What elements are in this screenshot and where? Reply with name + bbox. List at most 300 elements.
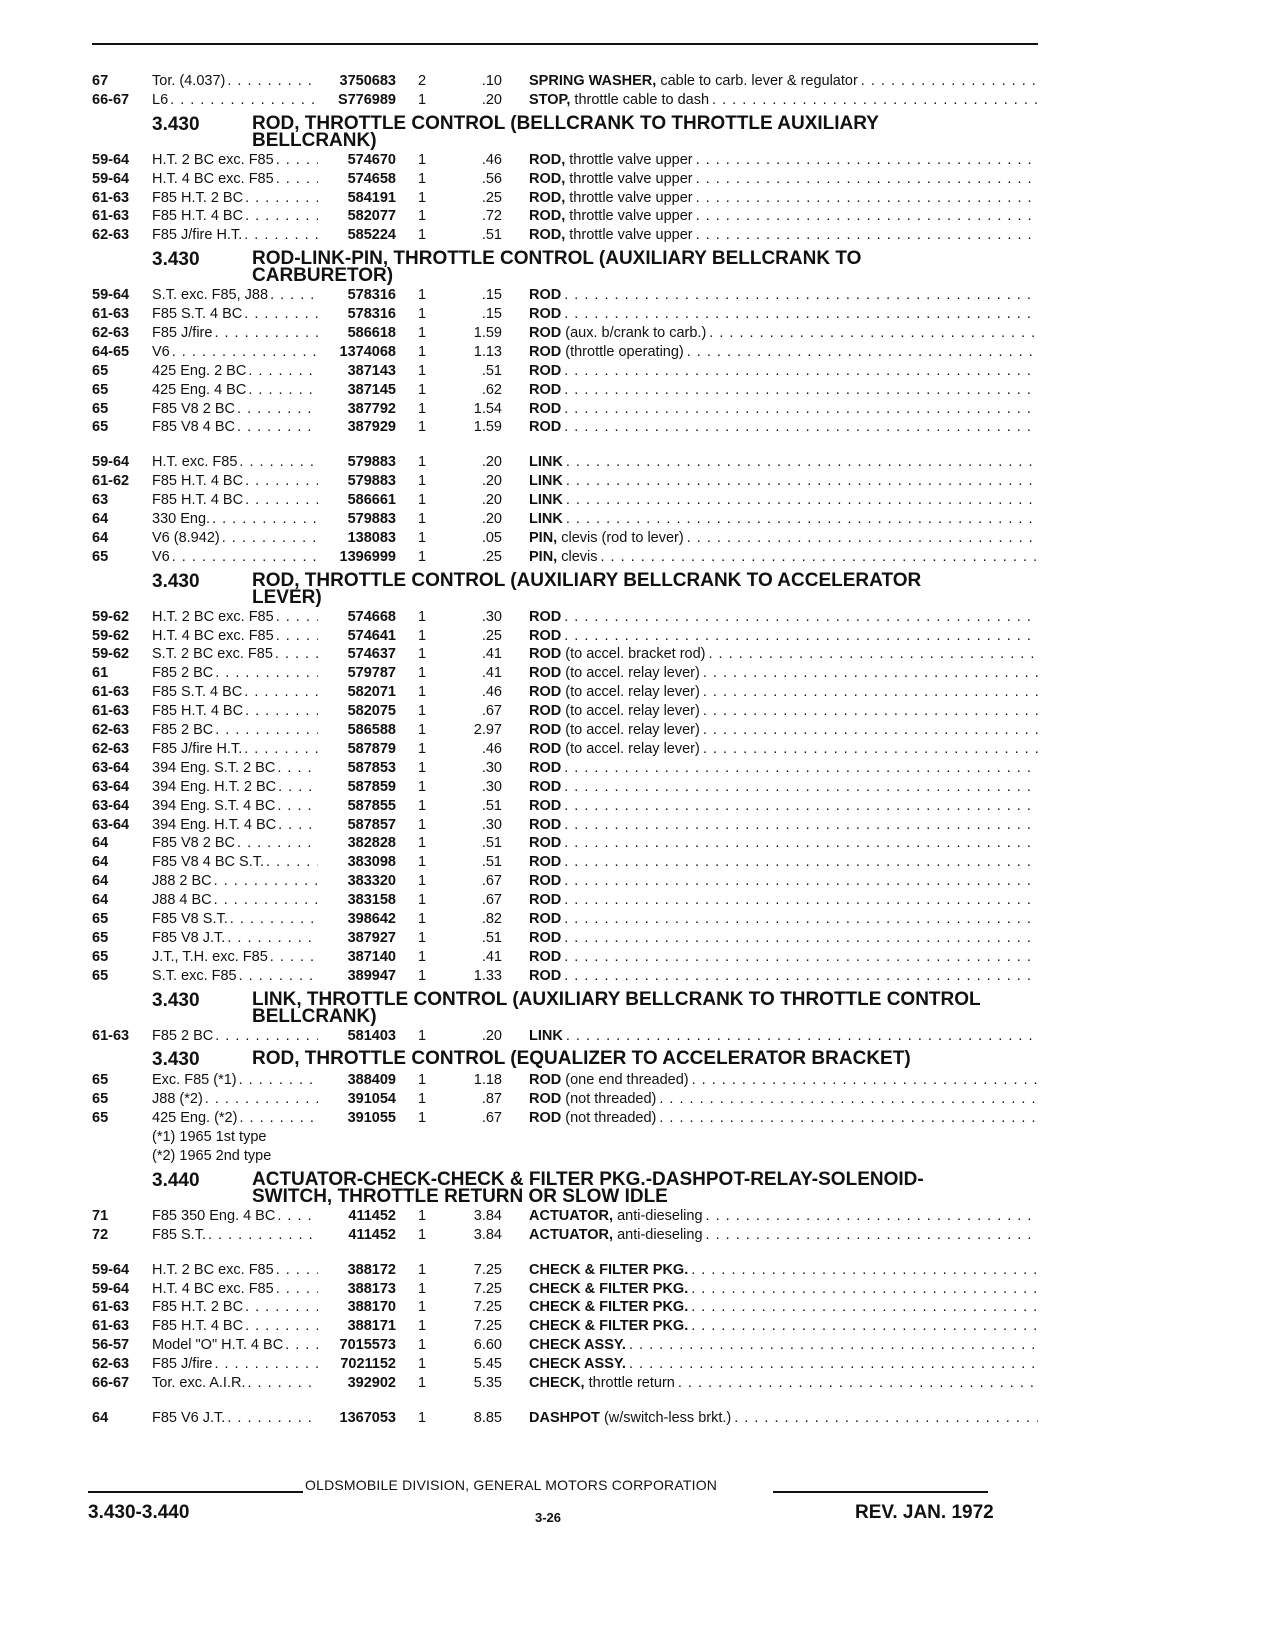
- application-text: 394 Eng. S.T. 4 BC: [152, 797, 276, 814]
- application: [152, 529, 318, 548]
- section-code: 3.430: [152, 249, 200, 271]
- leader-dots: [172, 343, 318, 362]
- description-text: [529, 608, 561, 627]
- quantity: 1: [418, 227, 427, 244]
- description-text: [529, 170, 693, 189]
- model-years: 59-64: [92, 1261, 130, 1278]
- description: [502, 1374, 1038, 1393]
- quantity: 1: [418, 1261, 427, 1278]
- description: [502, 608, 1038, 627]
- part-detail: (to accel. relay lever): [565, 665, 700, 682]
- price: .20: [481, 1027, 502, 1044]
- application: [152, 872, 318, 891]
- leader-dots: [687, 343, 1038, 362]
- model-years: 62-63: [92, 325, 130, 342]
- part-name: ROD: [529, 362, 562, 379]
- description-text: [529, 910, 561, 929]
- part-name: ROD: [529, 325, 562, 342]
- description: [502, 1317, 1038, 1336]
- part-name: ROD,: [529, 151, 566, 168]
- price: .15: [481, 287, 502, 304]
- section-heading: [92, 1050, 1038, 1069]
- price: .20: [481, 511, 502, 528]
- description-text: [529, 967, 561, 986]
- model-years: 63-64: [92, 778, 130, 795]
- price: 7.25: [473, 1299, 502, 1316]
- quantity: 1: [418, 740, 427, 757]
- application-text: H.T. 4 BC exc. F85: [152, 1280, 274, 1297]
- description-text: [529, 778, 561, 797]
- description: [502, 910, 1038, 929]
- price: 7.25: [473, 1280, 502, 1297]
- leader-dots: [566, 472, 1038, 491]
- application-text: H.T. 2 BC exc. F85: [152, 1261, 274, 1278]
- application-text: V6 (8.942): [152, 529, 220, 546]
- description: [502, 491, 1038, 510]
- part-number: 7015573: [339, 1337, 396, 1354]
- price: 1.33: [473, 967, 502, 984]
- model-years: 65: [92, 967, 109, 984]
- part-name: ROD: [529, 1110, 562, 1127]
- description-text: [529, 1090, 656, 1109]
- application-text: F85 J/fire: [152, 1356, 213, 1373]
- part-number: 391054: [347, 1091, 396, 1108]
- model-years: 59-62: [92, 646, 130, 663]
- quantity: 1: [418, 287, 427, 304]
- quantity: 1: [418, 1299, 427, 1316]
- leader-dots: [734, 1409, 1038, 1428]
- part-name: LINK: [529, 473, 563, 490]
- quantity: 1: [418, 208, 427, 225]
- model-years: 64: [92, 854, 109, 871]
- model-years: 61: [92, 665, 109, 682]
- description-text: [529, 1207, 703, 1226]
- description: [502, 702, 1038, 721]
- application: [152, 453, 318, 472]
- part-number: 574641: [347, 627, 396, 644]
- part-row: [92, 797, 1038, 816]
- leader-dots: [205, 1090, 318, 1109]
- part-number: 1374068: [339, 343, 396, 360]
- model-years: 59-62: [92, 608, 130, 625]
- price: 1.59: [473, 419, 502, 436]
- application-text: F85 H.T. 4 BC: [152, 473, 244, 490]
- application: [152, 1355, 318, 1374]
- application-text: F85 S.T. 4 BC: [152, 684, 243, 701]
- application: [152, 683, 318, 702]
- description-text: [529, 891, 561, 910]
- quantity: 1: [418, 778, 427, 795]
- part-number: 579883: [347, 473, 396, 490]
- description-text: [529, 683, 700, 702]
- model-years: 64-65: [92, 343, 130, 360]
- price: .10: [481, 73, 502, 89]
- price: 2.97: [473, 722, 502, 739]
- part-name: ROD: [529, 400, 562, 417]
- leader-dots: [245, 491, 318, 510]
- part-name: ROD: [529, 873, 562, 890]
- quantity: 1: [418, 1091, 427, 1108]
- leader-dots: [703, 702, 1038, 721]
- part-name: ROD: [529, 306, 562, 323]
- leader-dots: [564, 759, 1038, 778]
- part-number: 388409: [347, 1072, 396, 1089]
- application: [152, 1226, 318, 1245]
- application: [152, 91, 318, 110]
- description: [502, 305, 1038, 324]
- application: [152, 151, 318, 170]
- price: 5.45: [473, 1356, 502, 1373]
- leader-dots: [244, 683, 318, 702]
- description: [502, 418, 1038, 437]
- description: [502, 1280, 1038, 1299]
- part-number: 411452: [348, 1207, 396, 1224]
- part-name: CHECK,: [529, 1374, 585, 1391]
- footnote: (*1) 1965 1st type: [152, 1129, 267, 1146]
- quantity: 1: [418, 854, 427, 871]
- description-text: [529, 645, 706, 664]
- part-row: [92, 834, 1038, 853]
- part-number: 388173: [347, 1280, 396, 1297]
- application: [152, 664, 318, 683]
- application: [152, 418, 318, 437]
- model-years: 62-63: [92, 740, 130, 757]
- part-number: 391055: [347, 1110, 396, 1127]
- footer-revision: REV. JAN. 1972: [855, 1502, 994, 1523]
- description-text: [529, 948, 561, 967]
- description-text: [529, 91, 709, 110]
- application-text: Exc. F85 (*1): [152, 1072, 237, 1089]
- application: [152, 929, 318, 948]
- leader-dots: [564, 929, 1038, 948]
- part-name: PIN,: [529, 548, 558, 565]
- application: [152, 286, 318, 305]
- application: [152, 721, 318, 740]
- price: 1.54: [473, 400, 502, 417]
- part-name: DASHPOT: [529, 1409, 600, 1426]
- quantity: 1: [418, 343, 427, 360]
- model-years: 59-64: [92, 287, 130, 304]
- section-heading: [92, 569, 1038, 608]
- part-row: [92, 491, 1038, 510]
- part-name: ROD: [529, 381, 562, 398]
- price: .72: [481, 208, 502, 225]
- leader-dots: [270, 286, 318, 305]
- part-name: ROD: [529, 608, 562, 625]
- part-row: [92, 151, 1038, 170]
- part-detail: (to accel. bracket rod): [565, 646, 706, 663]
- part-number: 398642: [347, 910, 396, 927]
- leader-dots: [278, 778, 318, 797]
- part-name: LINK: [529, 1027, 563, 1044]
- application-text: 425 Eng. 4 BC: [152, 381, 247, 398]
- part-row: [92, 510, 1038, 529]
- application-text: F85 H.T. 2 BC: [152, 1299, 244, 1316]
- part-number: 382828: [347, 835, 396, 852]
- part-number: 585224: [347, 227, 396, 244]
- part-number: 586618: [347, 325, 396, 342]
- part-row: [92, 362, 1038, 381]
- leader-dots: [248, 362, 318, 381]
- part-row: [92, 816, 1038, 835]
- quantity: 1: [418, 967, 427, 984]
- price: 7.25: [473, 1318, 502, 1335]
- part-number: 387143: [347, 362, 396, 379]
- model-years: 65: [92, 362, 109, 379]
- leader-dots: [564, 967, 1038, 986]
- part-number: 584191: [347, 189, 396, 206]
- model-years: 67: [92, 73, 109, 89]
- quantity: 2: [418, 73, 427, 89]
- model-years: 65: [92, 419, 109, 436]
- model-years: 65: [92, 1110, 109, 1127]
- description: [502, 1027, 1038, 1046]
- application-text: F85 S.T.: [152, 1226, 206, 1243]
- model-years: 65: [92, 929, 109, 946]
- application: [152, 400, 318, 419]
- leader-dots: [245, 472, 318, 491]
- quantity: 1: [418, 929, 427, 946]
- quantity: 1: [418, 1374, 427, 1391]
- leader-dots: [239, 1109, 318, 1128]
- description-text: [529, 226, 693, 245]
- part-number: 579883: [347, 511, 396, 528]
- description-text: [529, 189, 693, 208]
- application: [152, 1207, 318, 1226]
- application-text: F85 2 BC: [152, 665, 214, 682]
- section-title: ROD, THROTTLE CONTROL (EQUALIZER TO ACCELERATOR BRACKET): [252, 1048, 911, 1070]
- application-text: 425 Eng. 2 BC: [152, 362, 247, 379]
- model-years: 62-63: [92, 227, 130, 244]
- leader-dots: [564, 948, 1038, 967]
- part-name: ROD: [529, 967, 562, 984]
- quantity: 1: [418, 400, 427, 417]
- application: [152, 948, 318, 967]
- description: [502, 151, 1038, 170]
- model-years: 65: [92, 910, 109, 927]
- description: [502, 1336, 1038, 1355]
- leader-dots: [276, 627, 318, 646]
- description: [502, 548, 1038, 567]
- quantity: 1: [418, 703, 427, 720]
- application-text: F85 V8 J.T.: [152, 929, 226, 946]
- leader-dots: [696, 207, 1038, 226]
- price: 3.84: [473, 1226, 502, 1243]
- application-text: V6: [152, 548, 170, 565]
- model-years: 65: [92, 1091, 109, 1108]
- model-years: 59-64: [92, 454, 130, 471]
- part-name: ROD: [529, 343, 562, 360]
- part-row: [92, 189, 1038, 208]
- part-number: 388170: [347, 1299, 396, 1316]
- application-text: J.T., T.H. exc. F85: [152, 948, 268, 965]
- part-name: CHECK & FILTER PKG.: [529, 1280, 689, 1297]
- price: .67: [481, 873, 502, 890]
- part-row: [92, 226, 1038, 245]
- leader-dots: [276, 1261, 318, 1280]
- part-name: ROD: [529, 703, 562, 720]
- part-row: [92, 664, 1038, 683]
- leader-dots: [564, 910, 1038, 929]
- leader-dots: [678, 1374, 1038, 1393]
- application-text: J88 4 BC: [152, 892, 212, 909]
- quantity: 1: [418, 1027, 427, 1044]
- parts-catalog-body: [92, 72, 1038, 1428]
- price: .46: [481, 684, 502, 701]
- application-text: S.T. 2 BC exc. F85: [152, 646, 273, 663]
- leader-dots: [277, 759, 318, 778]
- part-row: [92, 740, 1038, 759]
- description: [502, 91, 1038, 110]
- leader-dots: [564, 853, 1038, 872]
- leader-dots: [703, 721, 1038, 740]
- application-text: S.T. exc. F85: [152, 967, 237, 984]
- model-years: 65: [92, 948, 109, 965]
- application: [152, 1027, 318, 1046]
- section-heading: [92, 988, 1038, 1027]
- price: .51: [481, 835, 502, 852]
- footer-rule-left: [88, 1491, 303, 1493]
- part-row: [92, 381, 1038, 400]
- part-number: 387792: [347, 400, 396, 417]
- leader-dots: [285, 1336, 318, 1355]
- part-row: [92, 1280, 1038, 1299]
- application: [152, 491, 318, 510]
- part-number: 587855: [347, 797, 396, 814]
- application-text: 394 Eng. S.T. 2 BC: [152, 759, 276, 776]
- part-row: [92, 72, 1038, 91]
- part-detail: (to accel. relay lever): [565, 703, 700, 720]
- price: .67: [481, 1110, 502, 1127]
- footer-section-range: 3.430-3.440: [88, 1502, 190, 1523]
- price: 1.13: [473, 343, 502, 360]
- leader-dots: [239, 453, 318, 472]
- model-years: 65: [92, 400, 109, 417]
- application-text: Model "O" H.T. 4 BC: [152, 1337, 284, 1354]
- quantity: 1: [418, 1280, 427, 1297]
- price: .51: [481, 227, 502, 244]
- leader-dots: [709, 645, 1039, 664]
- part-number: 574668: [347, 608, 396, 625]
- application-text: L6: [152, 91, 169, 108]
- model-years: 64: [92, 529, 109, 546]
- leader-dots: [208, 1226, 318, 1245]
- quantity: 1: [418, 1356, 427, 1373]
- part-row: [92, 170, 1038, 189]
- leader-dots: [227, 72, 318, 91]
- application: [152, 362, 318, 381]
- leader-dots: [566, 510, 1038, 529]
- application-text: 394 Eng. H.T. 2 BC: [152, 778, 277, 795]
- model-years: 63: [92, 492, 109, 509]
- part-name: ROD,: [529, 208, 566, 225]
- part-row: [92, 1374, 1038, 1393]
- quantity: 1: [418, 1207, 427, 1224]
- leader-dots: [276, 151, 318, 170]
- application: [152, 797, 318, 816]
- price: .41: [481, 948, 502, 965]
- part-detail: (w/switch-less brkt.): [603, 1409, 732, 1426]
- quantity: 1: [418, 797, 427, 814]
- part-name: ROD: [529, 835, 562, 852]
- model-years: 72: [92, 1226, 109, 1243]
- model-years: 59-64: [92, 170, 130, 187]
- section-heading: [92, 1168, 1038, 1207]
- quantity: 1: [418, 684, 427, 701]
- leader-dots: [237, 400, 318, 419]
- section-title: ACTUATOR-CHECK-CHECK & FILTER PKG.-DASHPOT-RELAY-SOLENOID-SWITCH, THROTTLE RETURN OR SLOW IDLE: [252, 1168, 924, 1207]
- model-years: 66-67: [92, 1374, 130, 1391]
- description-text: [529, 759, 561, 778]
- quantity: 1: [418, 892, 427, 909]
- part-row: [92, 472, 1038, 491]
- model-years: 61-63: [92, 189, 130, 206]
- quantity: 1: [418, 1409, 427, 1426]
- leader-dots: [215, 721, 318, 740]
- quantity: 1: [418, 816, 427, 833]
- application-text: 425 Eng. (*2): [152, 1110, 238, 1127]
- part-row: [92, 400, 1038, 419]
- model-years: 62-63: [92, 722, 130, 739]
- description: [502, 778, 1038, 797]
- part-number: 392902: [347, 1374, 396, 1391]
- quantity: 1: [418, 627, 427, 644]
- leader-dots: [270, 948, 318, 967]
- price: .67: [481, 703, 502, 720]
- description-text: [529, 1409, 731, 1428]
- description-text: [529, 721, 700, 740]
- application: [152, 967, 318, 986]
- part-name: ROD: [529, 1072, 562, 1089]
- quantity: 1: [418, 948, 427, 965]
- part-detail: throttle valve upper: [569, 208, 693, 225]
- description-text: [529, 1261, 688, 1280]
- description: [502, 472, 1038, 491]
- part-name: CHECK & FILTER PKG.: [529, 1299, 689, 1316]
- leader-dots: [245, 189, 318, 208]
- leader-dots: [709, 324, 1038, 343]
- model-years: 64: [92, 873, 109, 890]
- description-text: [529, 207, 693, 226]
- part-name: ROD,: [529, 227, 566, 244]
- description: [502, 797, 1038, 816]
- footer-page-number: 3-26: [535, 1510, 562, 1525]
- section-code: 3.440: [152, 1169, 200, 1191]
- price: 6.60: [473, 1337, 502, 1354]
- part-row: [92, 286, 1038, 305]
- application: [152, 910, 318, 929]
- section-code: 3.430: [152, 113, 200, 135]
- footnote: (*2) 1965 2nd type: [152, 1147, 272, 1164]
- description-text: [529, 740, 700, 759]
- part-number: 578316: [347, 306, 396, 323]
- quantity: 1: [418, 306, 427, 323]
- description-text: [529, 324, 706, 343]
- description-text: [529, 1027, 563, 1046]
- part-number: 586661: [347, 492, 396, 509]
- description-text: [529, 472, 563, 491]
- part-name: CHECK & FILTER PKG.: [529, 1261, 689, 1278]
- part-name: ROD: [529, 778, 562, 795]
- quantity: 1: [418, 835, 427, 852]
- part-row: [92, 608, 1038, 627]
- footer-rule-right: [773, 1491, 988, 1493]
- section-title: ROD, THROTTLE CONTROL (BELLCRANK TO THROTTLE AUXILIARY BELLCRANK): [252, 112, 879, 151]
- description: [502, 324, 1038, 343]
- application: [152, 627, 318, 646]
- part-row: [92, 418, 1038, 437]
- leader-dots: [703, 740, 1038, 759]
